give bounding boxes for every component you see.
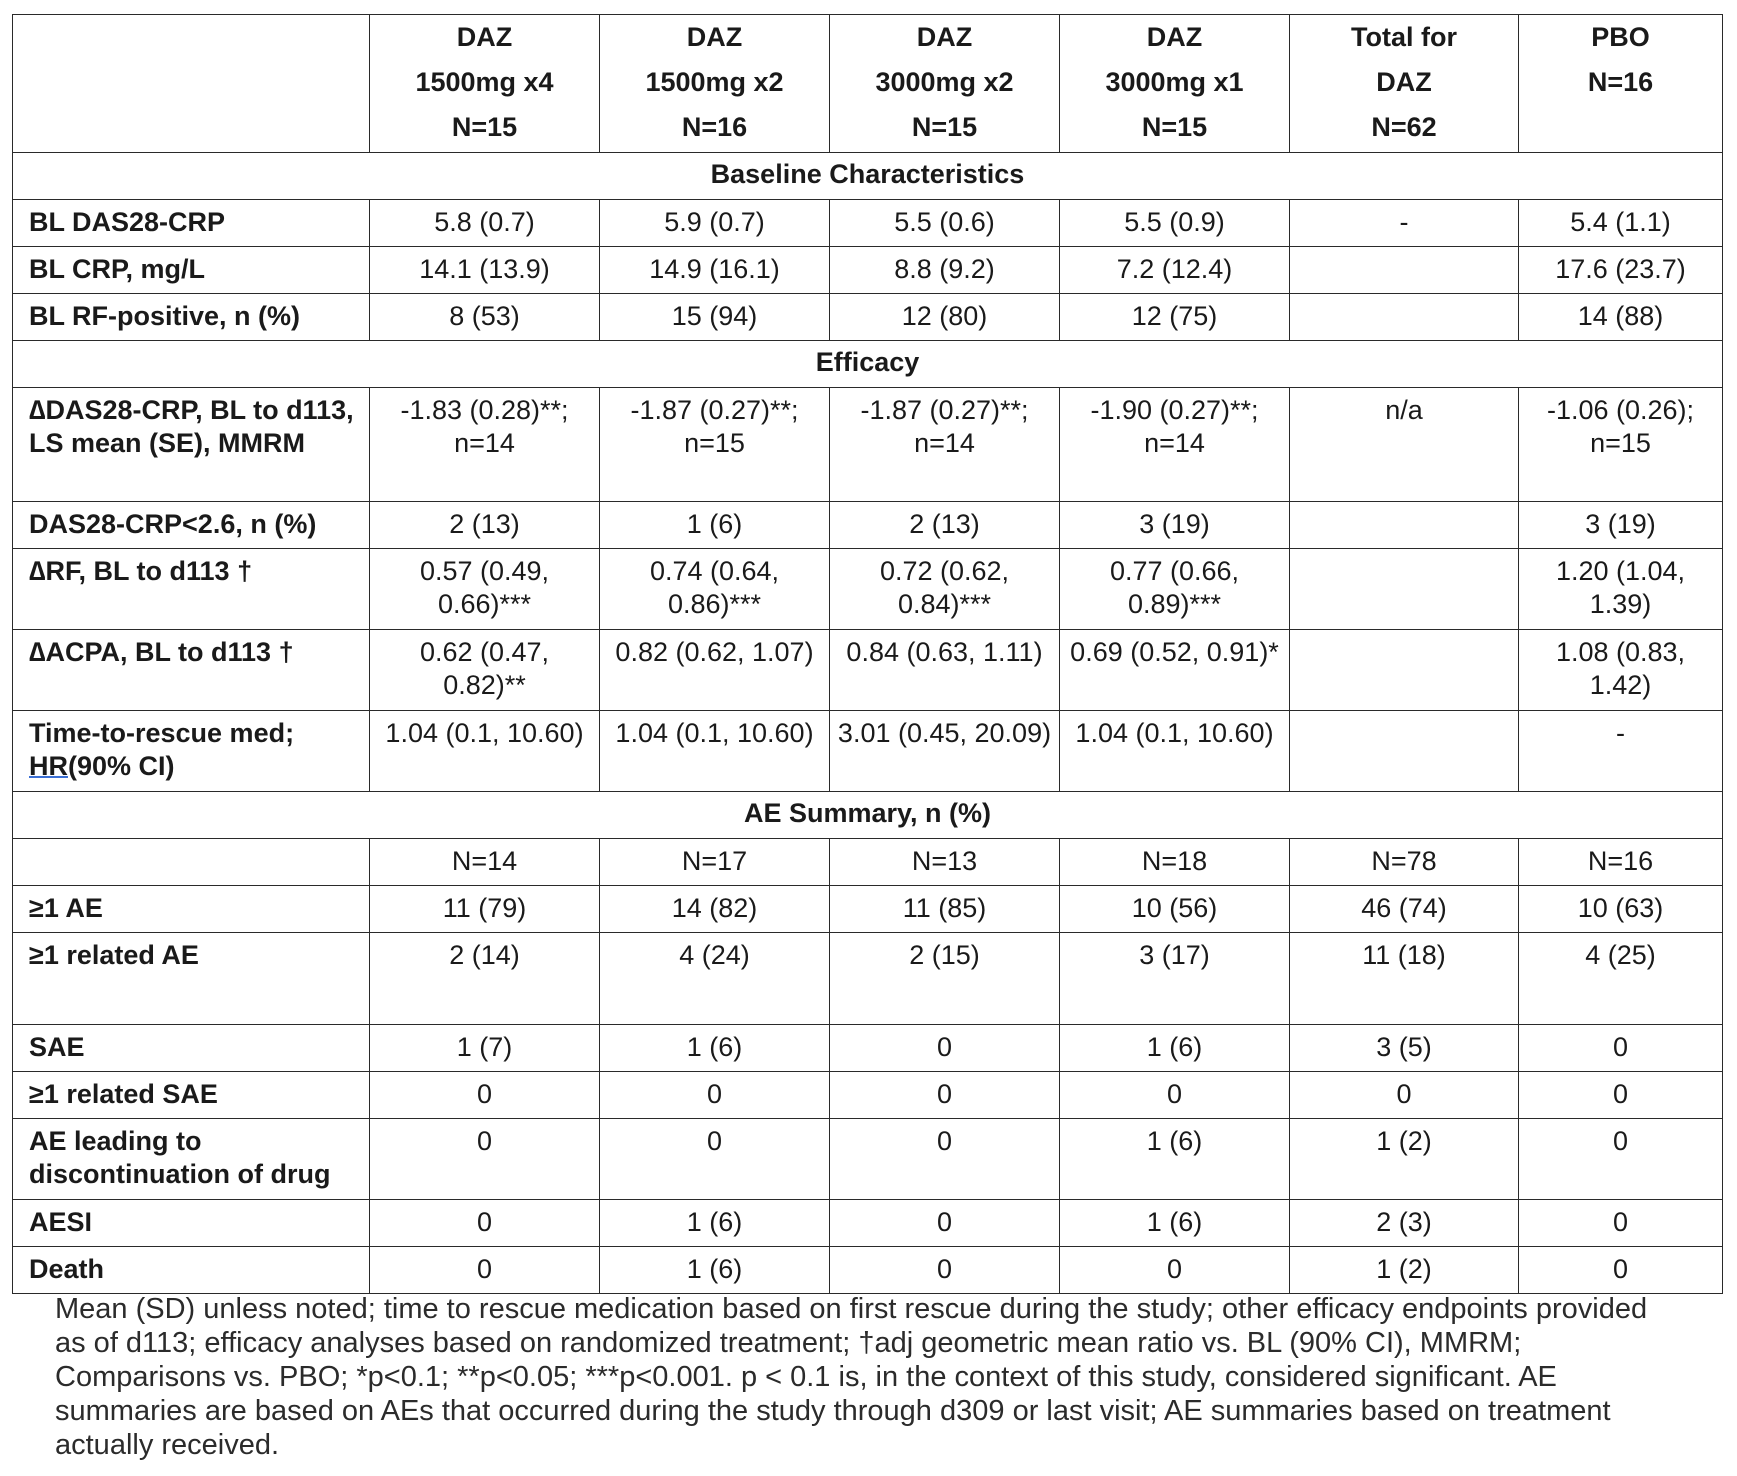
row-label: ∆RF, BL to d113 † bbox=[13, 549, 370, 630]
table-row bbox=[13, 388, 1723, 502]
row-label: SAE bbox=[13, 1025, 370, 1072]
table-row bbox=[13, 933, 1723, 1025]
table-cell: N=78 bbox=[1290, 839, 1519, 886]
table-cell: 14.1 (13.9) bbox=[370, 247, 600, 294]
header-line: 1500mg x4 bbox=[415, 67, 554, 97]
results-table-container bbox=[12, 14, 1722, 1294]
table-row bbox=[13, 247, 1723, 294]
table-cell: - bbox=[1290, 200, 1519, 247]
header-line: 3000mg x2 bbox=[875, 67, 1014, 97]
section-title: Baseline Characteristics bbox=[13, 153, 1723, 200]
table-cell: 1.04 (0.1, 10.60) bbox=[600, 711, 830, 792]
header-line: N=15 bbox=[1141, 112, 1208, 142]
table-cell: 7.2 (12.4) bbox=[1060, 247, 1290, 294]
table-cell: N=17 bbox=[600, 839, 830, 886]
table-cell: -1.06 (0.26); n=15 bbox=[1519, 388, 1723, 502]
header-line: PBO bbox=[1591, 22, 1650, 52]
table-cell: 46 (74) bbox=[1290, 886, 1519, 933]
table-row bbox=[13, 502, 1723, 549]
table-cell: 2 (13) bbox=[370, 502, 600, 549]
header-line: 3000mg x1 bbox=[1105, 67, 1244, 97]
table-cell: 1 (6) bbox=[1060, 1025, 1290, 1072]
header-line: 1500mg x2 bbox=[645, 67, 784, 97]
table-cell: -1.87 (0.27)**; n=15 bbox=[600, 388, 830, 502]
row-label bbox=[13, 711, 370, 792]
table-cell: - bbox=[1519, 711, 1723, 792]
section-row-ae bbox=[13, 792, 1723, 839]
table-cell: 2 (14) bbox=[370, 933, 600, 1025]
table-cell: 1.20 (1.04, 1.39) bbox=[1519, 549, 1723, 630]
table-cell: 1.04 (0.1, 10.60) bbox=[370, 711, 600, 792]
table-cell: 0.62 (0.47, 0.82)** bbox=[370, 630, 600, 711]
table-cell: 1 (2) bbox=[1290, 1119, 1519, 1200]
table-cell: 0.82 (0.62, 1.07) bbox=[600, 630, 830, 711]
table-row bbox=[13, 1072, 1723, 1119]
table-cell: 3.01 (0.45, 20.09) bbox=[830, 711, 1060, 792]
row-label bbox=[13, 839, 370, 886]
row-label: BL DAS28-CRP bbox=[13, 200, 370, 247]
table-row bbox=[13, 1025, 1723, 1072]
header-line: DAZ bbox=[456, 22, 513, 52]
header-cell bbox=[1060, 15, 1290, 153]
table-cell: 0.84 (0.63, 1.11) bbox=[830, 630, 1060, 711]
table-cell: 5.4 (1.1) bbox=[1519, 200, 1723, 247]
table-cell: 5.9 (0.7) bbox=[600, 200, 830, 247]
header-line: DAZ bbox=[1146, 22, 1203, 52]
header-row bbox=[13, 15, 1723, 153]
table-cell bbox=[1290, 630, 1519, 711]
table-cell: 0 bbox=[1519, 1247, 1723, 1294]
header-cell bbox=[830, 15, 1060, 153]
table-cell: 17.6 (23.7) bbox=[1519, 247, 1723, 294]
table-cell: 0 bbox=[370, 1247, 600, 1294]
table-row bbox=[13, 1247, 1723, 1294]
table-row bbox=[13, 711, 1723, 792]
table-row bbox=[13, 1119, 1723, 1200]
table-cell: 0 bbox=[830, 1072, 1060, 1119]
header-line: N=15 bbox=[451, 112, 518, 142]
row-label: AE leading to discontinuation of drug bbox=[13, 1119, 370, 1200]
table-cell: 5.5 (0.9) bbox=[1060, 200, 1290, 247]
header-line: N=16 bbox=[681, 112, 748, 142]
table-cell: 2 (3) bbox=[1290, 1200, 1519, 1247]
row-label: DAS28-CRP<2.6, n (%) bbox=[13, 502, 370, 549]
table-cell bbox=[1290, 711, 1519, 792]
table-cell: 4 (25) bbox=[1519, 933, 1723, 1025]
header-line: DAZ bbox=[1376, 67, 1432, 97]
table-cell: 14 (88) bbox=[1519, 294, 1723, 341]
results-table bbox=[12, 14, 1723, 1294]
table-row bbox=[13, 1200, 1723, 1247]
table-cell: 0 bbox=[1519, 1200, 1723, 1247]
table-cell: 0 bbox=[600, 1072, 830, 1119]
row-label: AESI bbox=[13, 1200, 370, 1247]
header-line: N=62 bbox=[1371, 112, 1437, 142]
table-cell: N=13 bbox=[830, 839, 1060, 886]
table-cell: 4 (24) bbox=[600, 933, 830, 1025]
table-cell: 11 (85) bbox=[830, 886, 1060, 933]
table-cell: 0 bbox=[370, 1072, 600, 1119]
row-label: ≥1 related AE bbox=[13, 933, 370, 1025]
table-cell: 1 (6) bbox=[600, 502, 830, 549]
section-title: Efficacy bbox=[13, 341, 1723, 388]
header-cell bbox=[1290, 15, 1519, 153]
header-line: N=15 bbox=[911, 112, 978, 142]
row-label: BL CRP, mg/L bbox=[13, 247, 370, 294]
table-cell bbox=[1290, 502, 1519, 549]
row-label-part: (90% CI) bbox=[68, 751, 175, 781]
table-cell: 1 (6) bbox=[1060, 1119, 1290, 1200]
table-cell: 0 bbox=[370, 1119, 600, 1200]
table-cell: 3 (5) bbox=[1290, 1025, 1519, 1072]
table-cell: 10 (56) bbox=[1060, 886, 1290, 933]
header-line: Total for bbox=[1351, 22, 1457, 52]
table-cell: 0 bbox=[830, 1119, 1060, 1200]
table-row bbox=[13, 549, 1723, 630]
table-cell: 0.57 (0.49, 0.66)*** bbox=[370, 549, 600, 630]
table-cell: 0 bbox=[1060, 1247, 1290, 1294]
header-line: DAZ bbox=[686, 22, 743, 52]
table-row-n bbox=[13, 839, 1723, 886]
table-cell: 10 (63) bbox=[1519, 886, 1723, 933]
row-label: ≥1 AE bbox=[13, 886, 370, 933]
header-corner-cell bbox=[13, 15, 370, 153]
table-cell: -1.83 (0.28)**; n=14 bbox=[370, 388, 600, 502]
table-row bbox=[13, 886, 1723, 933]
table-row bbox=[13, 630, 1723, 711]
table-cell: N=18 bbox=[1060, 839, 1290, 886]
table-cell: 0.69 (0.52, 0.91)* bbox=[1060, 630, 1290, 711]
table-cell: 1.08 (0.83, 1.42) bbox=[1519, 630, 1723, 711]
table-cell: 1 (6) bbox=[600, 1025, 830, 1072]
table-cell: 1 (6) bbox=[600, 1247, 830, 1294]
table-cell: 12 (75) bbox=[1060, 294, 1290, 341]
table-cell: 0 bbox=[600, 1119, 830, 1200]
table-cell bbox=[1290, 247, 1519, 294]
footnote: Mean (SD) unless noted; time to rescue medication based on first rescue during the study; other efficacy endpoints provided as of d113; efficacy analyses based on randomized treatment; †adj geometric mean ratio vs. BL (90% CI), MMRM; Comparisons vs. PBO; *p<0.1; **p<0.05; ***p<0.001. p < 0.1 is, in the context of this study, considered significant. AE summaries are based on AEs that occurred during the study through d309 or last visit; AE summaries based on treatment actually received. bbox=[55, 1293, 1648, 1461]
row-label-part: Time-to-rescue med; bbox=[29, 718, 295, 748]
table-cell: 15 (94) bbox=[600, 294, 830, 341]
table-cell: N=16 bbox=[1519, 839, 1723, 886]
table-cell: 14.9 (16.1) bbox=[600, 247, 830, 294]
row-label: ∆ACPA, BL to d113 † bbox=[13, 630, 370, 711]
table-cell: 0 bbox=[830, 1025, 1060, 1072]
table-cell: N=14 bbox=[370, 839, 600, 886]
table-cell: 8.8 (9.2) bbox=[830, 247, 1060, 294]
section-row-baseline bbox=[13, 153, 1723, 200]
table-cell: 5.5 (0.6) bbox=[830, 200, 1060, 247]
table-cell: 0 bbox=[370, 1200, 600, 1247]
table-cell: 0 bbox=[1519, 1119, 1723, 1200]
table-cell: n/a bbox=[1290, 388, 1519, 502]
header-cell bbox=[370, 15, 600, 153]
header-line: N=16 bbox=[1587, 67, 1654, 97]
section-row-efficacy bbox=[13, 341, 1723, 388]
table-cell: 3 (17) bbox=[1060, 933, 1290, 1025]
table-cell: 1 (2) bbox=[1290, 1247, 1519, 1294]
row-label-part: HR bbox=[29, 751, 68, 781]
row-label: ∆DAS28-CRP, BL to d113, LS mean (SE), MMRM bbox=[13, 388, 370, 502]
table-cell: 0.74 (0.64, 0.86)*** bbox=[600, 549, 830, 630]
table-cell: 0 bbox=[830, 1200, 1060, 1247]
table-cell: 0 bbox=[1519, 1072, 1723, 1119]
table-cell: 11 (79) bbox=[370, 886, 600, 933]
table-cell: 1.04 (0.1, 10.60) bbox=[1060, 711, 1290, 792]
table-cell: 3 (19) bbox=[1060, 502, 1290, 549]
table-cell: 3 (19) bbox=[1519, 502, 1723, 549]
table-cell: 11 (18) bbox=[1290, 933, 1519, 1025]
table-cell: 8 (53) bbox=[370, 294, 600, 341]
table-row bbox=[13, 200, 1723, 247]
table-cell: -1.87 (0.27)**; n=14 bbox=[830, 388, 1060, 502]
table-cell: 0 bbox=[1519, 1025, 1723, 1072]
table-cell: 0 bbox=[1060, 1072, 1290, 1119]
row-label: ≥1 related SAE bbox=[13, 1072, 370, 1119]
table-cell: -1.90 (0.27)**; n=14 bbox=[1060, 388, 1290, 502]
table-cell: 1 (6) bbox=[600, 1200, 830, 1247]
table-cell: 5.8 (0.7) bbox=[370, 200, 600, 247]
table-cell: 0.72 (0.62, 0.84)*** bbox=[830, 549, 1060, 630]
table-cell: 2 (13) bbox=[830, 502, 1060, 549]
row-label: Death bbox=[13, 1247, 370, 1294]
table-cell: 0 bbox=[830, 1247, 1060, 1294]
section-title: AE Summary, n (%) bbox=[13, 792, 1723, 839]
table-cell bbox=[1290, 549, 1519, 630]
table-cell: 0 bbox=[1290, 1072, 1519, 1119]
table-cell: 1 (6) bbox=[1060, 1200, 1290, 1247]
table-cell: 1 (7) bbox=[370, 1025, 600, 1072]
header-cell bbox=[600, 15, 830, 153]
table-row bbox=[13, 294, 1723, 341]
table-cell: 0.77 (0.66, 0.89)*** bbox=[1060, 549, 1290, 630]
table-cell: 12 (80) bbox=[830, 294, 1060, 341]
table-cell: 14 (82) bbox=[600, 886, 830, 933]
header-line: DAZ bbox=[916, 22, 973, 52]
table-cell: 2 (15) bbox=[830, 933, 1060, 1025]
row-label: BL RF-positive, n (%) bbox=[13, 294, 370, 341]
header-cell bbox=[1519, 15, 1723, 153]
table-cell bbox=[1290, 294, 1519, 341]
